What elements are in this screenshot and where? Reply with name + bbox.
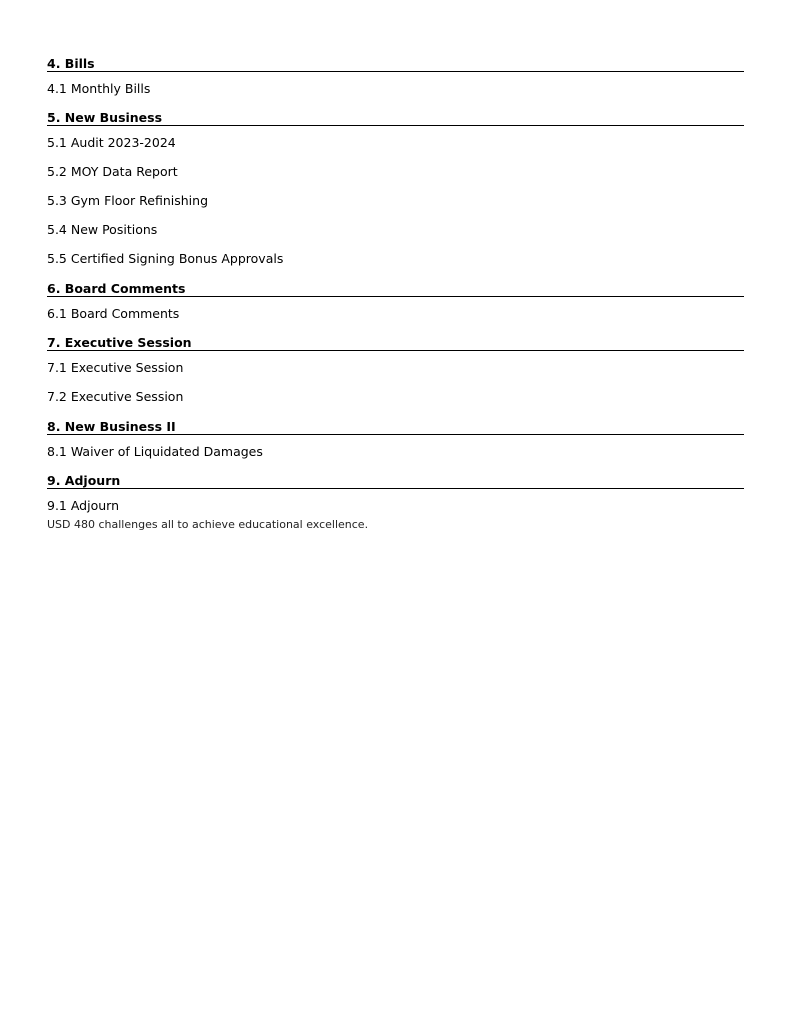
section-title-executive-session: 7. Executive Session	[47, 335, 744, 351]
section-title-new-business-ii: 8. New Business II	[47, 419, 744, 435]
agenda-item-gym-floor: 5.3 Gym Floor Refinishing	[47, 193, 209, 208]
agenda-item-signing-bonus: 5.5 Certified Signing Bonus Approvals	[47, 251, 284, 266]
agenda-item-monthly-bills: 4.1 Monthly Bills	[47, 81, 151, 96]
section-title-bills: 4. Bills	[47, 56, 744, 72]
footer-mission-statement: USD 480 challenges all to achieve educational excellence.	[47, 518, 369, 531]
agenda-item-moy-data-report: 5.2 MOY Data Report	[47, 164, 178, 179]
agenda-item-board-comments: 6.1 Board Comments	[47, 306, 180, 321]
section-title-board-comments: 6. Board Comments	[47, 281, 744, 297]
agenda-item-executive-session-2: 7.2 Executive Session	[47, 389, 184, 404]
agenda-item-audit: 5.1 Audit 2023-2024	[47, 135, 176, 150]
agenda-item-waiver: 8.1 Waiver of Liquidated Damages	[47, 444, 263, 459]
agenda-item-adjourn: 9.1 Adjourn	[47, 498, 120, 513]
agenda-item-new-positions: 5.4 New Positions	[47, 222, 158, 237]
agenda-item-executive-session-1: 7.1 Executive Session	[47, 360, 184, 375]
section-title-adjourn: 9. Adjourn	[47, 473, 744, 489]
section-title-new-business: 5. New Business	[47, 110, 744, 126]
